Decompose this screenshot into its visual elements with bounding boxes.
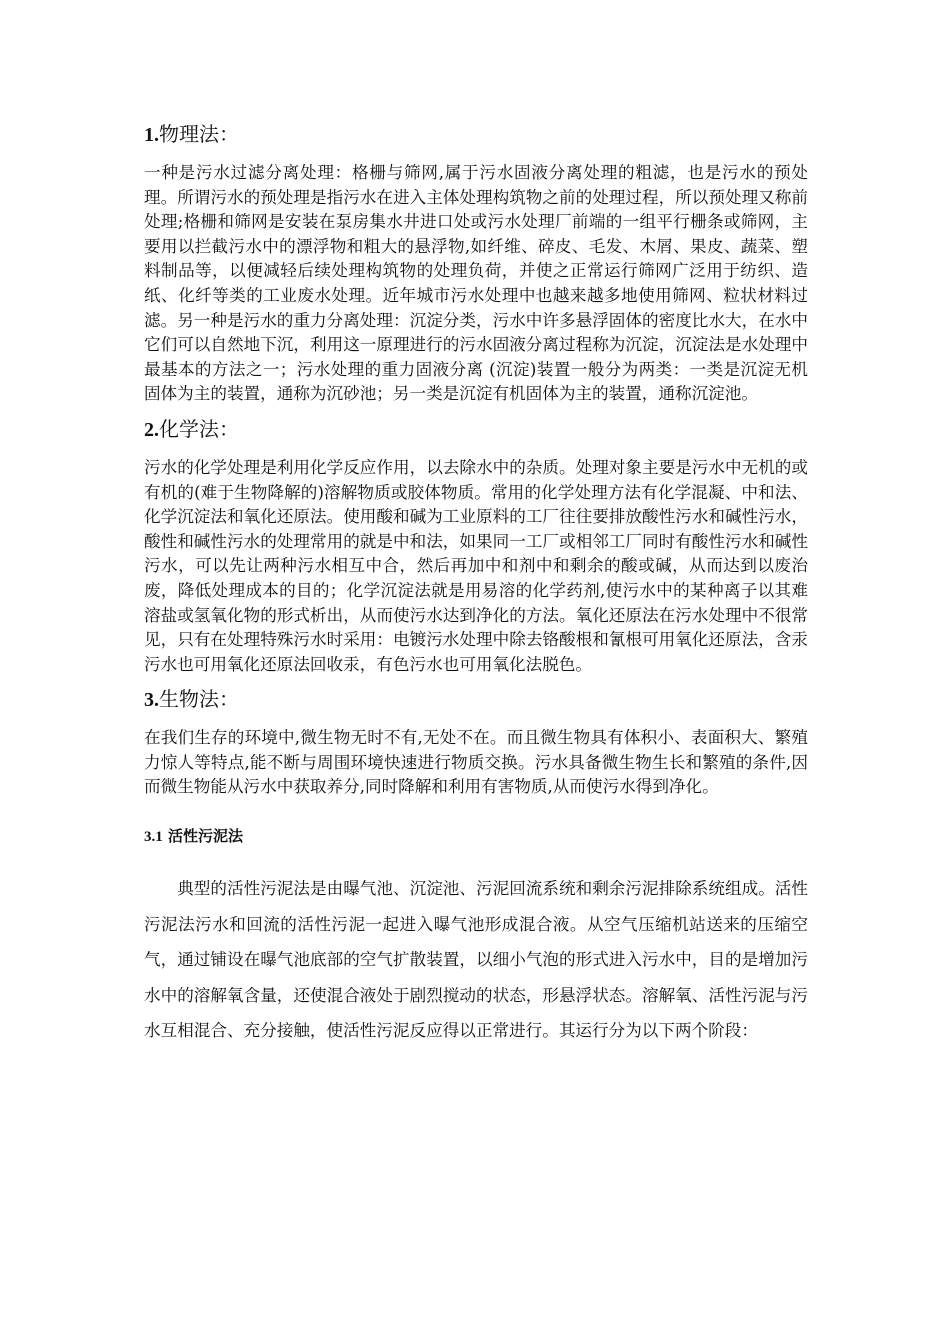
section-number: 3. <box>144 689 159 712</box>
section-body-chemical: 污水的化学处理是利用化学反应作用，以去除水中的杂质。处理对象主要是污水中无机的或有机的(难于生物降解的)溶解物质或胶体物质。常用的化学处理方法有化学混凝、中和法、化学沉淀法和氧化还原法。使用酸和碱为工业原料的工厂往往要排放酸性污水和碱性污水，酸性和碱性污水的处理常用的就是中和法，如果同一工厂或相邻工厂同时有酸性污水和碱性污水，可以先让两种污水相互中合，然后再加中和剂中和剩余的酸或碱，从而达到以废治废，降低处理成本的目的；化学沉淀法就是用易溶的化学药剂,使污水中的某种离子以其难溶盐或氢氧化物的形式析出，从而使污水达到净化的方法。氧化还原法在污水处理中不很常见，只有在处理特殊污水时采用：电镀污水处理中除去铬酸根和氰根可用氧化还原法，含汞污水也可用氧化还原法回收汞，有色污水也可用氧化法脱色。 <box>144 457 808 674</box>
subsection-number: 3.1 <box>144 829 163 846</box>
section-body-physical: 一种是污水过滤分离处理：格栅与筛网,属于污水固液分离处理的粗滤，也是污水的预处理。所谓污水的预处理是指污水在进入主体处理构筑物之前的处理过程，所以预处理又称前处理;格栅和筛网是安装在泵房集水井进口处或污水处理厂前端的一组平行栅条或筛网，主要用以拦截污水中的漂浮物和粗大的悬浮物,如纤维、碎皮、毛发、木屑、果皮、蔬菜、塑料制品等，以便减轻后续处理构筑物的处理负荷，并使之正常运行筛网广泛用于纺织、造纸、化纤等类的工业废水处理。近年城市污水处理中也越来越多地使用筛网、粒状材料过滤。另一种是污水的重力分离处理：沉淀分类，污水中许多悬浮固体的密度比水大，在水中它们可以自然地下沉，利用这一原理进行的污水固液分离过程称为沉淀，沉淀法是水处理中最基本的方法之一；污水处理的重力固液分离 (沉淀)装置一般分为两类：一类是沉淀无机固体为主的装置，通称为沉砂池；另一类是沉淀有机固体为主的装置，通称沉淀池。 <box>144 163 808 404</box>
section-title: 物理法： <box>159 122 239 146</box>
document-page <box>144 118 808 1049</box>
section-heading-biological <box>144 683 808 716</box>
section-heading-physical <box>144 118 808 151</box>
section-body-biological: 在我们生存的环境中,微生物无时不有,无处不在。而且微生物具有体积小、表面积大、繁殖力惊人等特点,能不断与周围环境快速进行物质交换。污水具备微生物生长和繁殖的条件,因而微生物能从污水中获取养分,同时降解和利用有害物质,从而使污水得到净化。 <box>144 728 808 797</box>
subsection-body-activated-sludge: 典型的活性污泥法是由曝气池、沉淀池、污泥回流系统和剩余污泥排除系统组成。活性污泥法污水和回流的活性污泥一起进入曝气池形成混合液。从空气压缩机站送来的压缩空气，通过铺设在曝气池底部的空气扩散装置，以细小气泡的形式进入污水中，目的是增加污水中的溶解氧含量，还使混合液处于剧烈搅动的状态，形悬浮状态。溶解氧、活性污泥与污水互相混合、充分接触，使活性污泥反应得以正常进行。其运行分为以下两个阶段： <box>144 879 808 1041</box>
section-number: 1. <box>144 124 159 146</box>
section-title: 化学法： <box>159 416 239 441</box>
section-heading-chemical <box>144 413 808 446</box>
section-title: 生物法： <box>159 687 239 712</box>
subsection-heading-activated-sludge <box>144 824 808 849</box>
subsection-title: 活性污泥法 <box>162 827 243 846</box>
section-number: 2. <box>144 418 159 441</box>
